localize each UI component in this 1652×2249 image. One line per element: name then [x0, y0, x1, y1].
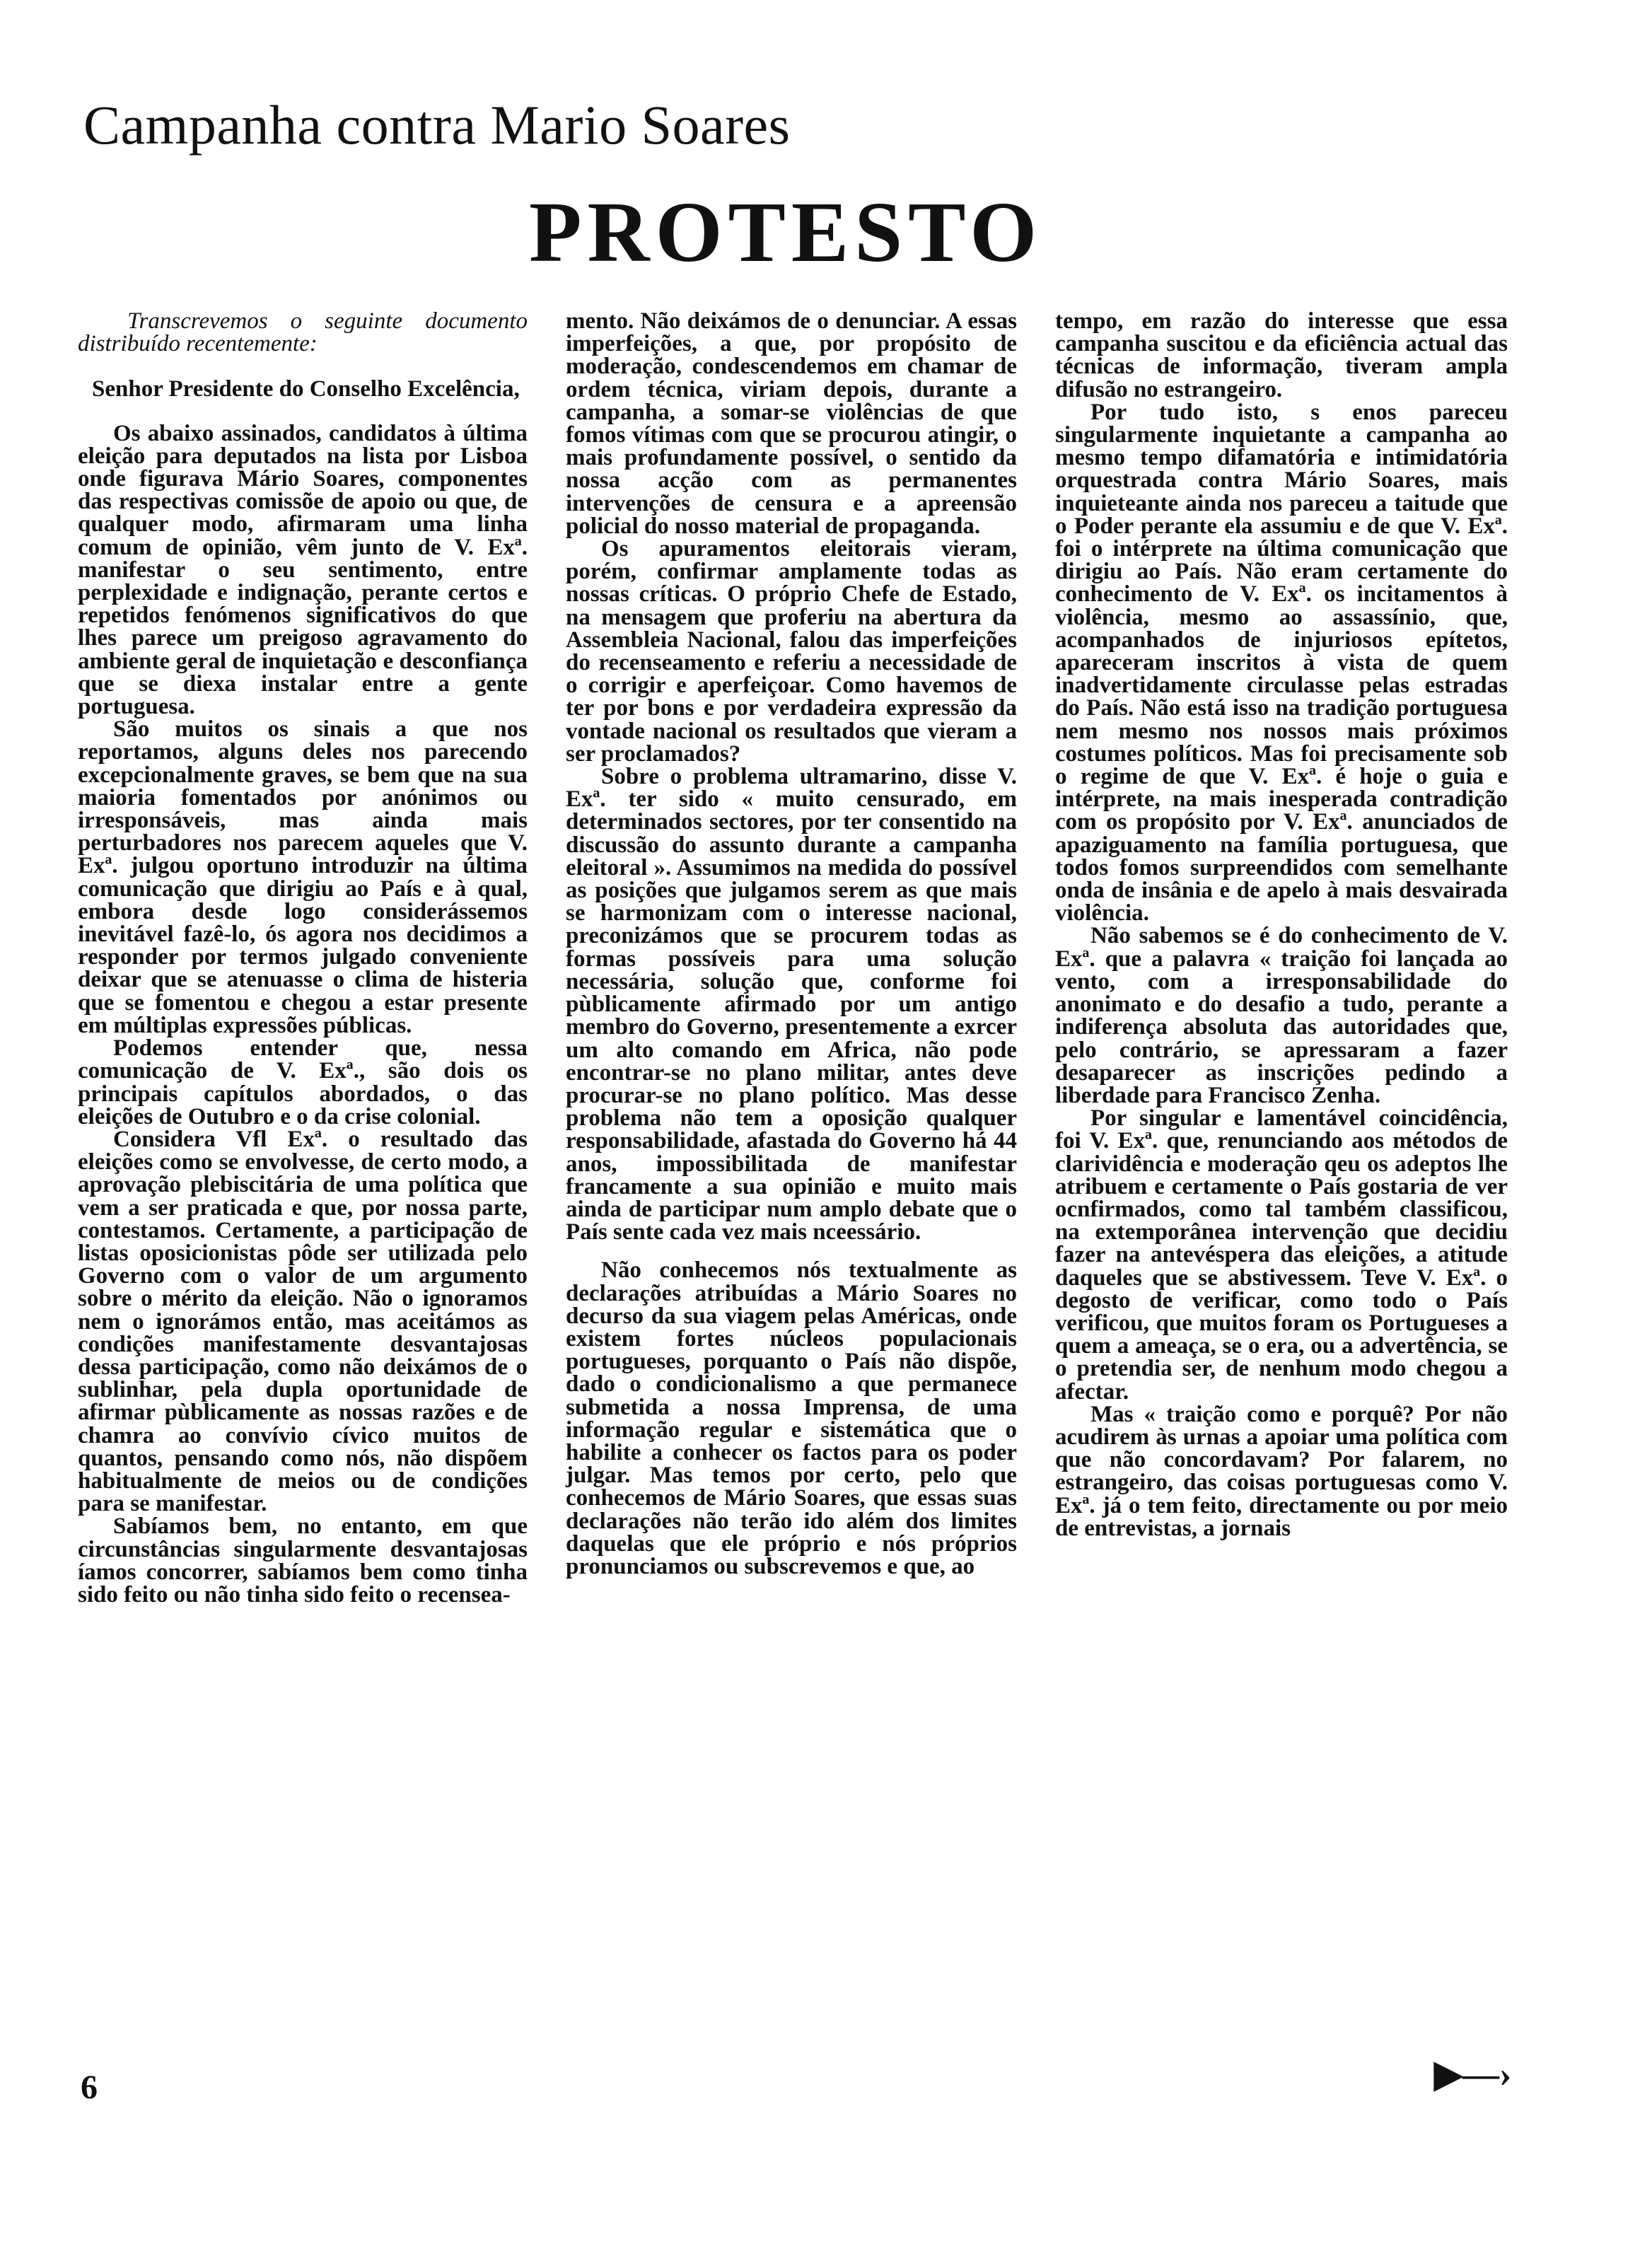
paragraph: mento. Não deixámos de o denunciar. A essas imperfeições, a que, por propósito de moderação, condescendemos em chamar de ordem técnica, viriam depois, durante a campanha, a somar-se violências de que fomos vítimas com que se procurou atingir, o mais profundamente possível, o sentido da nossa acção com as permanentes intervenções de censura e a apreensão policial do nosso material de propaganda.	[566, 308, 1017, 539]
text-column-2	[566, 310, 1017, 1578]
page-number: 6	[81, 2069, 98, 2106]
continue-arrow-icon: ▶—›	[1434, 2055, 1512, 2095]
paragraph: Podemos entender que, nessa comunicação de V. Exª., são dois os principais capítulos abordados, o das eleições de Outubro e o da crise colonial.	[78, 1035, 528, 1129]
salutation: Senhor Presidente do Conselho Excelência,	[92, 376, 520, 402]
paragraph: Mas « traição como e porquê? Por não acudirem às urnas a apoiar uma política com que não concordavam? Por falarem, no estrangeiro, das coisas portuguesas como V. Exª. já o tem feito, directamente ou por meio de entrevistas, a jornais	[1055, 1401, 1508, 1541]
paragraph: Por singular e lamentável coincidência, foi V. Exª. que, renunciando aos métodos de clarividência e moderação qeu os adeptos lhe atribuem e certamente o País gostaria de ver ocnfirmados, como tal também classificou, na extemporânea intervenção que decidiu fazer na antevéspera das eleições, a atitude daqueles que se abstivessem. Teve V. Exª. o degosto de verificar, como todo o País verificou, que muitos foram os Portugueses a quem a ameaça, se o era, ou a advertência, se o pretendia ser, de nenhum modo chegou a afectar.	[1055, 1105, 1508, 1405]
headline: PROTESTO	[529, 185, 1043, 280]
paragraph: Sobre o problema ultramarino, disse V. Exª. ter sido « muito censurado, em determinados sectores, por ter consentido na discussão do assunto durante a campanha eleitoral ». Assumimos na medida do possível as posições que julgamos serem as que mais se harmonizam com o interesse nacional, preconizámos que se procurem todas as formas possíveis para uma solução necessária, solução que, conforme foi pùblicamente afirmado por um antigo membro do Governo, presentemente a exrcer um alto comando em Africa, não pode encontrar-se no plano militar, antes deve procurar-se no plano político. Mas desse problema não tem a oposição qualquer responsabilidade, afastada do Governo há 44 anos, impossibilitada de manifestar francamente a sua opinião e muito mais ainda de participar num amplo debate que o País sente cada vez mais nceessário.	[566, 764, 1017, 1245]
paragraph: São muitos os sinais a que nos reportamos, alguns deles nos parecendo excepcionalmente graves, se bem que na sua maioria fomentados por anónimos ou irresponsáveis, mas ainda mais perturbadores nos parecem aqueles que V. Exª. julgou oportuno introduzir na última comunicação que dirigiu ao País e à qual, embora desde logo considerássemos inevitável fazê-lo, ós agora nos decidimos a responder por termos julgado conveniente deixar que se atenuasse o clima de histeria que se fomentou e chegou a estar presente em múltiplas expressões públicas.	[78, 716, 528, 1038]
intro-paragraph: Transcrevemos o seguinte documento distribuído recentemente:	[78, 308, 528, 357]
text-column-1	[78, 310, 528, 1606]
paragraph: tempo, em razão do interesse que essa campanha suscitou e da eficiência actual das técnicas de informação, tiveram ampla difusão no estrangeiro.	[1055, 308, 1508, 402]
paragraph: Por tudo isto, s enos pareceu singularmente inquietante a campanha ao mesmo tempo difamatória e intimidatória orquestrada contra Mário Soares, mais inquieteante ainda nos pareceu a taitude que o Poder perante ela assumiu e de que V. Exª. foi o intérprete na última comunicação que dirigiu ao País. Não eram certamente do conhecimento de V. Exª. os incitamentos à violência, mesmo ao assassínio, que, acompanhados de injuriosos epítetos, apareceram inscritos à vista de quem inadvertidamente circulasse pelas estradas do País. Não está isso na tradição portuguesa nem mesmo nos nossos mais próximos costumes políticos. Mas foi precisamente sob o regime de que V. Exª. é hoje o guia e intérprete, na mais inesperada contradição com os propósito por V. Exª. anunciados de apaziguamento na família portuguesa, que todos fomos surpreendidos com semelhante onda de insânia e de apelo à mais desvairada violência.	[1055, 399, 1508, 926]
text-column-3	[1055, 310, 1508, 1540]
paragraph: Sabíamos bem, no entanto, em que circunstâncias singularmente desvantajosas íamos concorrer, sabíamos bem como tinha sido feito ou não tinha sido feito o recensea-	[78, 1513, 528, 1608]
paragraph: Não conhecemos nós textualmente as declarações atribuídas a Mário Soares no decurso da sua viagem pelas Américas, onde existem fortes núcleos populacionais portugueses, porquanto o País não dispõe, dado o condicionalismo a que permanece submetida a nossa Imprensa, de uma informação regular e sistemática que o habilite a conhecer os factos para os poder julgar. Mas temos por certo, pelo que conhecemos de Mário Soares, que essas suas declarações não terão ido além dos limites daquelas que ele próprio e nós próprios pronunciamos ou subscrevemos e que, ao	[566, 1257, 1017, 1579]
kicker-title: Campanha contra Mario Soares	[83, 94, 791, 156]
paragraph: Não sabemos se é do conhecimento de V. Exª. que a palavra « traição foi lançada ao vento, com a irresponsabilidade do anonimato e do desafio a tudo, perante a indiferença absoluta das autoridades que, pelo contrário, se apressaram a fazer desaparecer as inscrições pedindo a liberdade para Francisco Zenha.	[1055, 923, 1508, 1108]
paragraph: Os apuramentos eleitorais vieram, porém, confirmar amplamente todas as nossas críticas. O próprio Chefe de Estado, na mensagem que proferiu na abertura da Assembleia Nacional, falou das imperfeições do recenseamento e referiu a necessidade de o corrigir e aperfeiçoar. Como havemos de ter por bons e por verdadeira expressão da vontade nacional os resultados que vieram a ser proclamados?	[566, 536, 1017, 767]
paragraph: Considera Vfl Exª. o resultado das eleições como se envolvesse, de certo modo, a aprovação plebiscitária de uma política que vem a ser praticada e que, por nossa parte, contestamos. Certamente, a participação de listas oposicionistas pôde ser utilizada pelo Governo com o valor de um argumento sobre o mérito da eleição. Não o ignoramos nem o ignorámos então, mas aceitámos as condições manifestamente desvantajosas dessa participação, como não deixámos de o sublinhar, pela dupla oportunidade de afirmar pùblicamente as nossas razões e de chamra ao convívio cívico muitos de quantos, pensando como nós, não dispõem habitualmente de meios ou de condições para se manifestar.	[78, 1126, 528, 1517]
paragraph: Os abaixo assinados, candidatos à última eleição para deputados na lista por Lisboa onde figurava Mário Soares, componentes das respectivas comissõe de apoio ou que, de qualquer modo, afirmaram uma linha comum de opinião, vêm junto de V. Exª. manifestar o seu sentimento, entre perplexidade e indignação, perante certos e repetidos fenómenos significativos do que lhes parece um preigoso agravamento do ambiente geral de inquietação e desconfiança que se diexa instalar entre a gente portuguesa.	[78, 420, 528, 720]
